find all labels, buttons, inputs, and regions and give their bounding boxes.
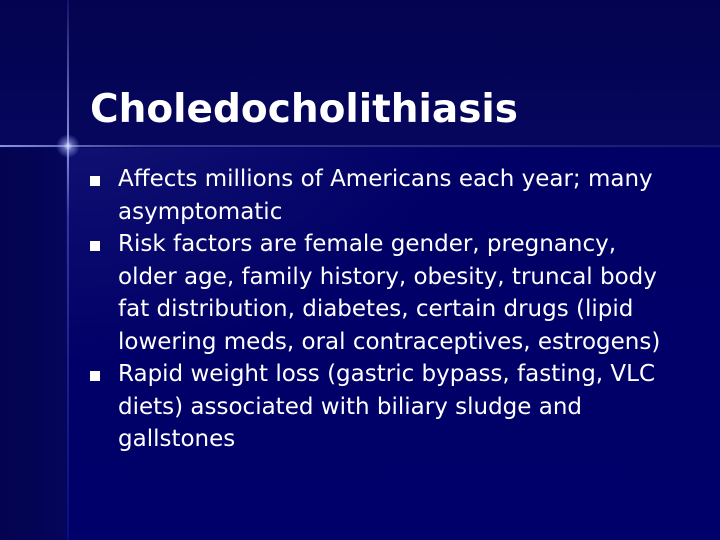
bullet-item — [90, 163, 670, 228]
vertical-accent-line — [67, 0, 69, 540]
bullet-text: Affects millions of Americans each year; many asymptomatic — [118, 166, 653, 225]
left-band — [0, 148, 66, 540]
bullet-text: Rapid weight loss (gastric bypass, fasting, VLC diets) associated with biliary sludge and gallstones — [118, 361, 656, 452]
square-bullet-icon — [90, 371, 100, 381]
bullet-text: Risk factors are female gender, pregnancy, older age, family history, obesity, truncal body fat distribution, diabetes, certain drugs (lipid lowering meds, oral contraceptives, estrogens) — [118, 231, 661, 355]
bullet-item — [90, 228, 670, 358]
bullet-item — [90, 358, 670, 456]
horizontal-accent-line — [0, 145, 720, 147]
square-bullet-icon — [90, 241, 100, 251]
square-bullet-icon — [90, 176, 100, 186]
bullet-list — [90, 163, 670, 456]
sparkle-icon — [55, 133, 81, 159]
slide-title: Choledocholithiasis — [90, 87, 519, 132]
